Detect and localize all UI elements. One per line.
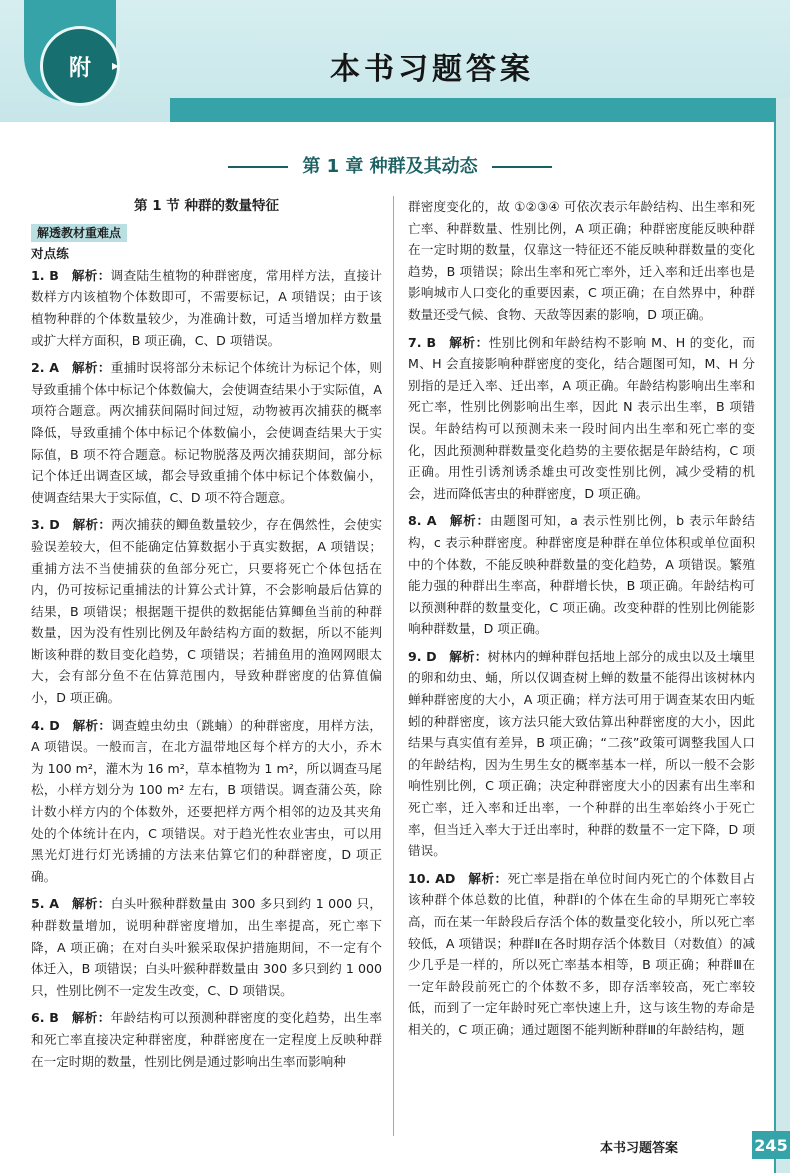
answer-text: 两次捕获的鲫鱼数量较少，存在偶然性，会使实验误差较大，但不能确定估算数据小于真实数据，A 项错误；重捕方法不当使捕获的鱼部分死亡，只要将死亡个体包括在内，仍可按标记重捕法的计算公式计算，不会影响最后估算的结果，B 项错误；根据题干提供的数据能估算鲫鱼当前的种群数量，因为没有性别比例及年龄结构方面的数据，所以不能判断该种群的数目变化趋势，C 项错误；若捕鱼用的渔网网眼太大，会有部分鱼不在估算范围内，导致种群密度的估算值偏小，D 项正确。 (31, 517, 383, 706)
answer-label: 解析： (449, 648, 488, 664)
answer-label: 解析： (467, 870, 508, 886)
answer-number: 5. A (31, 896, 60, 912)
answer-label: 解析： (72, 717, 112, 733)
section-badge: 解透教材重难点 (31, 224, 127, 242)
answer-label: 解析： (71, 360, 111, 376)
section-title: 第 1 节 种群的数量特征 (134, 198, 279, 214)
answer-text: 性别比例和年龄结构不影响 M、H 的变化，而 M、H 会直接影响种群密度的变化，结合题图可知，M、H 分别指的是迁入率、迁出率，A 项正确。年龄结构影响出生率和死亡率，性别比例影响出生率，因此 N 表示出生率，B 项错误。年龄结构可以预测未来一段时间内出生率和死亡率的变化，因此预测种群数量变化趋势的主要依据是年龄结构，C 项正确。用性引诱剂诱杀雄虫可改变性别比例，减少受精的机会，进而降低害虫的种群密度，D 项正确。 (408, 334, 755, 501)
footer-label: 本书习题答案 (600, 1141, 679, 1156)
page-number: 245 (752, 1131, 790, 1159)
answer-label: 解析： (72, 517, 112, 533)
left-column (31, 196, 382, 1078)
answer-item (31, 893, 382, 1001)
column-divider (393, 196, 394, 1136)
answer-number: 10. AD (408, 870, 456, 886)
right-column (408, 196, 755, 1047)
answer-label: 解析： (71, 267, 111, 283)
answer-text: 调查陆生植物的种群密度，常用样方法，直接计数样方内该植物个体数即可，不需要标记，A 项错误；由于该植物种群的个体数量较少，为准确计数，可适当增加样方数量或扩大样方面积，B 项正确，C、D 项错误。 (31, 267, 383, 348)
appendix-badge: 附 (40, 26, 120, 106)
answer-text: 年龄结构可以预测种群密度的变化趋势，出生率和死亡率直接决定种群密度，种群密度在一定程度上反映种群在一定时期的数量，性别比例是通过影响出生率而影响种 (31, 1010, 383, 1069)
answer-item (31, 514, 382, 708)
answer-text: 树林内的蝉种群包括地上部分的成虫以及土壤里的卵和幼虫、蛹，所以仅调查树上蝉的数量不能得出该树林内蝉种群密度的大小，A 项正确；样方法可用于调查某农田内蚯蚓的种群密度，该方法只能大致估算出种群密度的大小，因此结果与真实值有差异，B 项正确；“二孩”政策可调整我国人口的年龄结构，因为生男生女的概率基本一样，所以一般不会影响性别比例，C 项正确；决定种群密度大小的因素有出生率和死亡率，迁入率和迁出率，一个种群的出生率始终小于死亡率，但当迁入率大于迁出率时，种群的数量不一定下降，D 项错误。 (408, 648, 756, 859)
answer-item (408, 332, 755, 505)
rule-right (492, 166, 552, 168)
sub-label: 对点练 (31, 246, 69, 262)
answer-number: 4. D (31, 717, 60, 733)
answer-number: 3. D (31, 517, 60, 533)
rule-left (228, 166, 288, 168)
title-bar (170, 98, 775, 122)
answer-list-right (408, 332, 755, 1041)
answer-text: 调查蝗虫幼虫（跳蝻）的种群密度，用样方法，A 项错误。一般而言，在北方温带地区每个样方的大小，乔木为 100 m²，灌木为 16 m²，草本植物为 1 m²，所以调查马尾松，小样方划分为 100 m² 左右，B 项错误。调查蒲公英，除计数小样方内的个体数外，还要把样方两个相邻的边及其夹角处的个体统计在内，C 项错误。对于趋光性农业害虫，可以用黑光灯进行灯光诱捕的方法来估算它们的种群密度，D 项正确。 (31, 717, 383, 884)
answer-item (31, 265, 382, 351)
answer-label: 解析： (448, 334, 489, 350)
answer-text: 死亡率是指在单位时间内死亡的个体数目占该种群个体总数的比值，种群Ⅰ的个体在生命的早期死亡率较高，而在某一年龄段后存活个体的数量变化较小，所以死亡率较低，A 项错误；种群Ⅱ在各时期存活个体数目（对数值）的减少几乎是一样的，所以死亡率基本相等，B 项正确；种群Ⅲ在一定年龄段前死亡的个体数不多，即存活率较高，死亡率较低，而到了一定年龄时死亡率快速上升，这与该生物的寿命是相关的，C 项正确；通过题图不能判断种群Ⅲ的年龄结构，题 (408, 870, 756, 1037)
answer-text: 白头叶猴种群数量由 300 多只到约 1 000 只，种群数量增加，说明种群密度增加，出生率提高，死亡率下降，A 项正确；在对白头叶猴采取保护措施期间，不一定有个体迁入，B 项错误；白头叶猴种群数量由 300 多只到约 1 000 只，性别比例不一定发生改变，C、D 项错误。 (31, 896, 383, 998)
answer-text: 由题图可知，a 表示性别比例，b 表示年龄结构，c 表示种群密度。种群密度是种群在单位体积或单位面积中的个体数，不能反映种群数量的变化趋势，A 项错误。繁殖能力强的种群出生率高，种群增长快，B 项正确。年龄结构可以预测种群的数量变化，C 项正确。改变种群的性别比例能影响种群数量，D 项正确。 (408, 513, 755, 637)
answer-list-left (31, 265, 382, 1072)
answer-item (408, 646, 755, 862)
answer-number: 9. D (408, 648, 437, 664)
chapter-heading (200, 152, 580, 178)
answer-label: 解析： (71, 896, 111, 912)
answer-item (31, 357, 382, 508)
answer-number: 7. B (408, 334, 437, 350)
answer-number: 1. B (31, 267, 59, 283)
answer-item (31, 1007, 382, 1072)
answer-number: 6. B (31, 1010, 59, 1026)
answer-continuation: 群密度变化的，故 ①②③④ 可依次表示年龄结构、出生率和死亡率、种群数量、性别比例，A 项正确；种群密度能反映种群在一定时期的数量，仅靠这一特征还不能反映种群数量的变化趋势，B 项错误；除出生率和死亡率外，迁入率和迁出率也是影响城市人口变化的重要因素，C 项正确；在自然界中，种群数量还受气候、食物、天敌等因素的影响，D 项正确。 (408, 199, 755, 322)
answer-number: 2. A (31, 360, 60, 376)
answer-label: 解析： (71, 1010, 111, 1026)
answer-item (408, 868, 755, 1041)
chapter-title: 第 1 章 种群及其动态 (302, 156, 478, 177)
answer-number: 8. A (408, 513, 437, 529)
answer-item (408, 510, 755, 640)
answer-label: 解析： (449, 513, 490, 529)
answer-text: 重捕时误将部分未标记个体统计为标记个体，则导致重捕个体中标记个体数偏大，会使调查结果小于实际值，A 项符合题意。两次捕获间隔时间过短，动物被再次捕获的概率降低，导致重捕个体中标记个体数偏小，会使调查结果大于实际值，B 项不符合题意。标记物脱落及两次捕获期间，部分标记个体迁出调查区域，都会导致重捕个体中标记个体数偏小，使调查结果大于实际值，C、D 项不符合题意。 (31, 360, 383, 505)
page-title: 本书习题答案 (330, 52, 534, 87)
answer-item (31, 715, 382, 888)
page-edge (774, 98, 790, 1173)
chevron-right-icon: ▸ (112, 58, 120, 74)
